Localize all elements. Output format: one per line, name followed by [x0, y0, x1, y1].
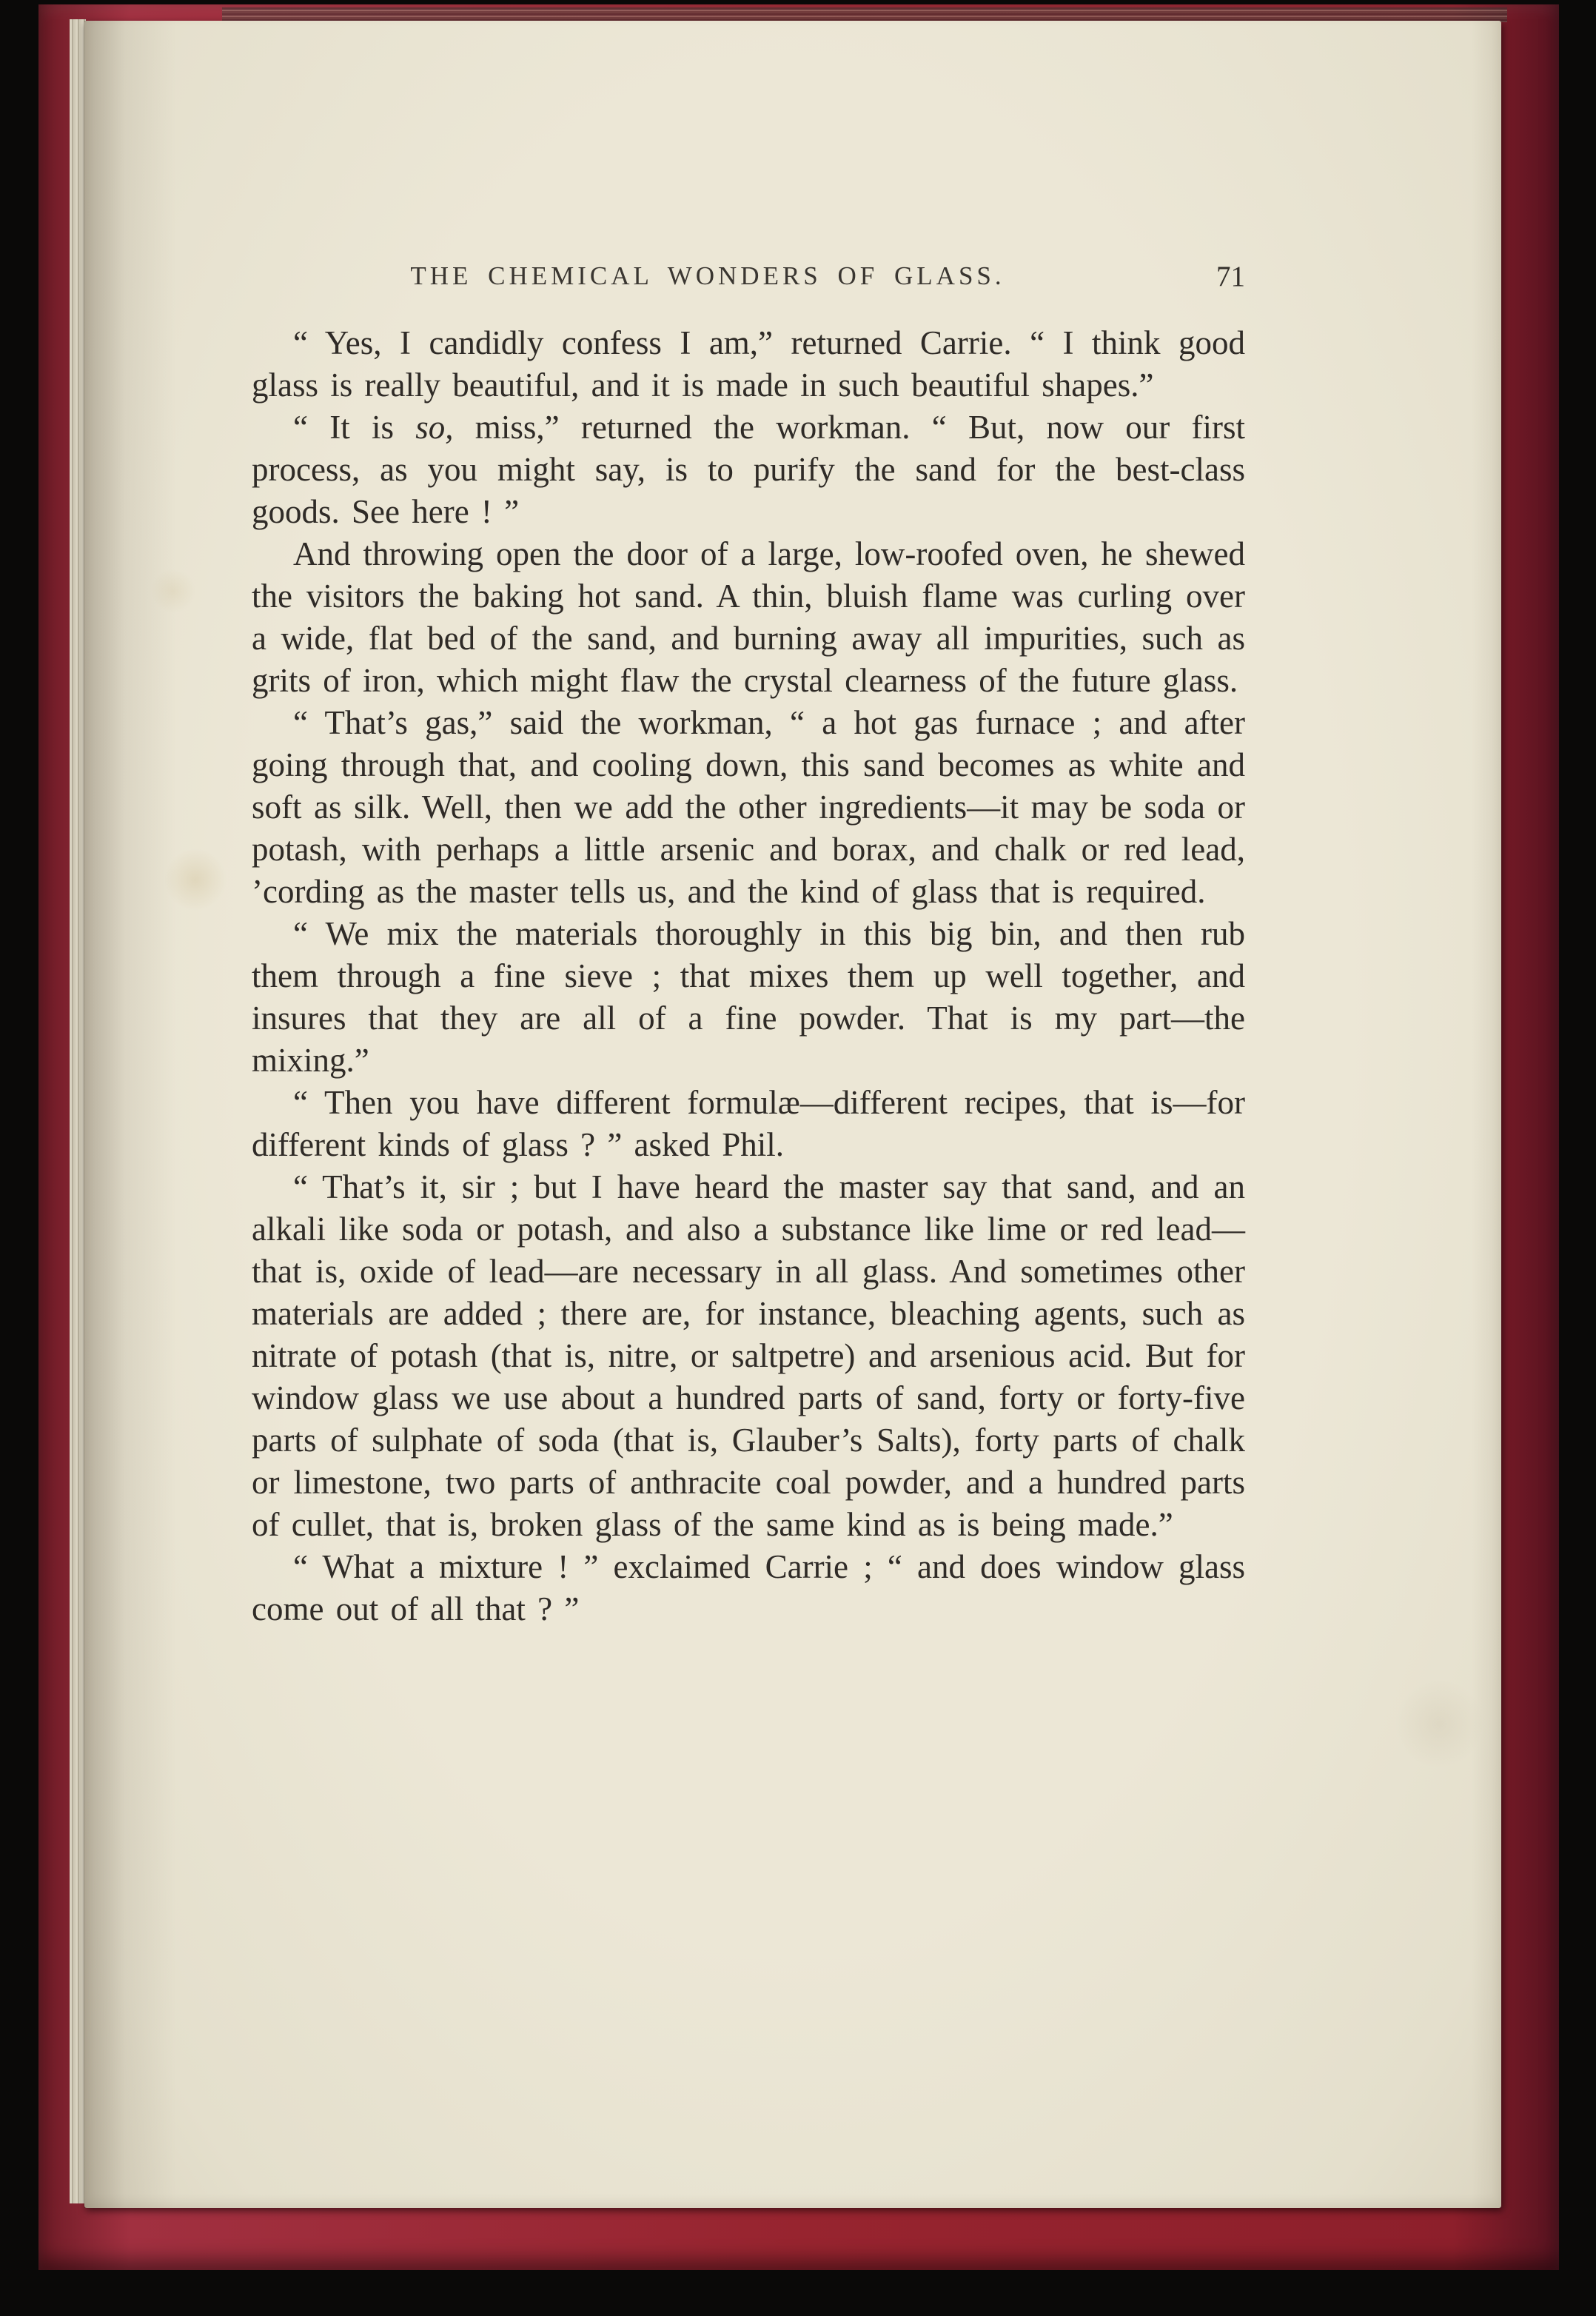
- paragraph-text-italic: so,: [415, 409, 454, 446]
- paragraph: [252, 1082, 1245, 1166]
- paragraph-text: “ That’s gas,” said the workman, “ a hot gas furnace ; and after going through that, and cooling down, this sand becomes as white and soft as silk. Well, then we add the other ingredients—it may be soda or potash, with perhaps a little arsenic and borax, and chalk or red lead, ’cording as the master tells us, and the kind of glass that is required.: [252, 704, 1245, 910]
- paragraph-text: “ We mix the materials thoroughly in this big bin, and then rub them through a fine sieve ; that mixes them up well together, and insures that they are all of a fine powder. That is my part—the mixing.”: [252, 915, 1245, 1079]
- page-stack-spine-edge: [70, 19, 86, 2203]
- paragraph: [252, 322, 1245, 406]
- paragraph: [252, 702, 1245, 913]
- paragraph-text: “ Then you have different formulæ—different recipes, that is—for different kinds of glass ? ” asked Phil.: [252, 1084, 1245, 1163]
- paragraph-text: “ Yes, I candidly confess I am,” returned Carrie. “ I think good glass is really beautiful, and it is made in such beautiful shapes.”: [252, 324, 1245, 404]
- text-block: [252, 322, 1245, 1630]
- paragraph: [252, 1166, 1245, 1546]
- paragraph-text: And throwing open the door of a large, low-roofed oven, he shewed the visitors the baking hot sand. A thin, bluish flame was curling over a wide, flat bed of the sand, and burning away all impurities, such as grits of iron, which might flaw the crystal clearness of the future glass.: [252, 535, 1245, 699]
- paragraph-text: miss,” returned the workman. “ But, now our first process, as you might say, is to purify the sand for the best-class goods. See here ! ”: [252, 409, 1245, 530]
- paragraph-text: “ It is: [293, 409, 416, 446]
- page-stack-top-edge: [222, 7, 1507, 22]
- paragraph: [252, 406, 1245, 533]
- paragraph: [252, 533, 1245, 702]
- paragraph-text: “ What a mixture ! ” exclaimed Carrie ; “ and does window glass come out of all that ? ”: [252, 1548, 1245, 1627]
- page: [84, 21, 1501, 2208]
- page-content: [252, 261, 1245, 1630]
- page-header: [252, 261, 1245, 300]
- page-number: 71: [1216, 261, 1245, 292]
- paragraph: [252, 1546, 1245, 1630]
- paragraph: [252, 913, 1245, 1082]
- page-title: THE CHEMICAL WONDERS OF GLASS.: [410, 261, 1005, 290]
- paragraph-text: “ That’s it, sir ; but I have heard the master say that sand, and an alkali like soda or potash, and also a substance like lime or red lead—that is, oxide of lead—are necessary in all glass. And sometimes other materials are added ; there are, for instance, bleaching agents, such as nitrate of potash (that is, nitre, or saltpetre) and arsenious acid. But for window glass we use about a hundred parts of sand, forty or forty-five parts of sulphate of soda (that is, Glauber’s Salts), forty parts of chalk or limestone, two parts of anthracite coal powder, and a hundred parts of cullet, that is, broken glass of the same kind as is being made.”: [252, 1168, 1245, 1543]
